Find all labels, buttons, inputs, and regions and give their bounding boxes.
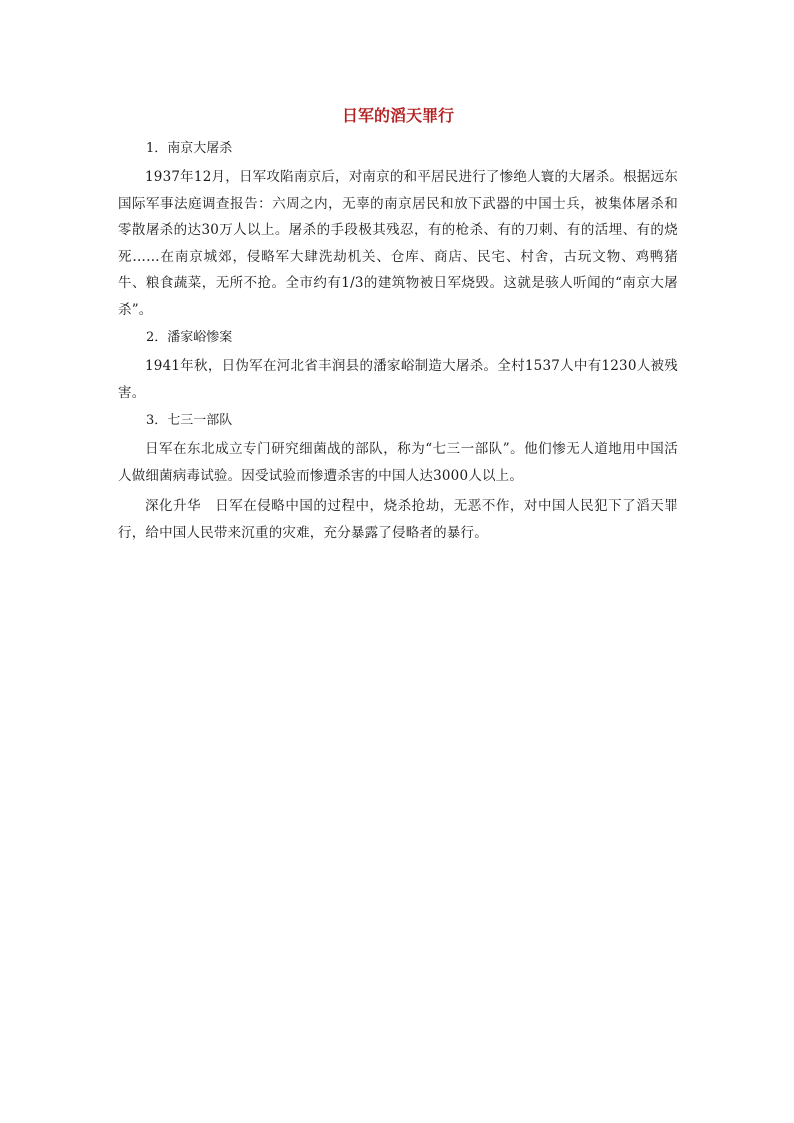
section-body-nanjing: 1937年12月，日军攻陷南京后，对南京的和平居民进行了惨绝人寰的大屠杀。根据远东国际军事法庭调查报告：六周之内，无辜的南京居民和放下武器的中国士兵，被集体屠杀和零散屠杀的达30万人以上。屠杀的手段极其残忍，有的枪杀、有的刀刺、有的活埋、有的烧死……在南京城郊，侵略军大肆洗劫机关、仓库、商店、民宅、村舍，古玩文物、鸡鸭猪牛、粮食蔬菜，无所不抢。全市约有1/3的建筑物被日军烧毁。这就是骇人听闻的“南京大屠杀”。 [118,169,678,318]
document-title: 日军的滔天罪行 [341,106,454,125]
summary-label: 深化升华 [145,498,202,514]
section-body-panjiayu: 1941年秋，日伪军在河北省丰润县的潘家峪制造大屠杀。全村1537人中有1230人被残害。 [118,358,678,401]
section-heading-unit-731: 3．七三一部队 [146,413,233,428]
section-heading-panjiayu: 2．潘家峪惨案 [146,330,233,345]
section-heading-nanjing: 1．南京大屠杀 [146,141,233,156]
section-body-unit-731: 日军在东北成立专门研究细菌战的部队，称为“七三一部队”。他们惨无人道地用中国活人做细菌病毒试验。因受试验而惨遭杀害的中国人达3000人以上。 [118,441,678,484]
summary-paragraph [118,493,678,546]
document-content [118,104,678,550]
summary-text: 日军在侵略中国的过程中，烧杀抢劫，无恶不作，对中国人民犯下了滔天罪行，给中国人民带来沉重的灾难，充分暴露了侵略者的暴行。 [118,498,678,541]
